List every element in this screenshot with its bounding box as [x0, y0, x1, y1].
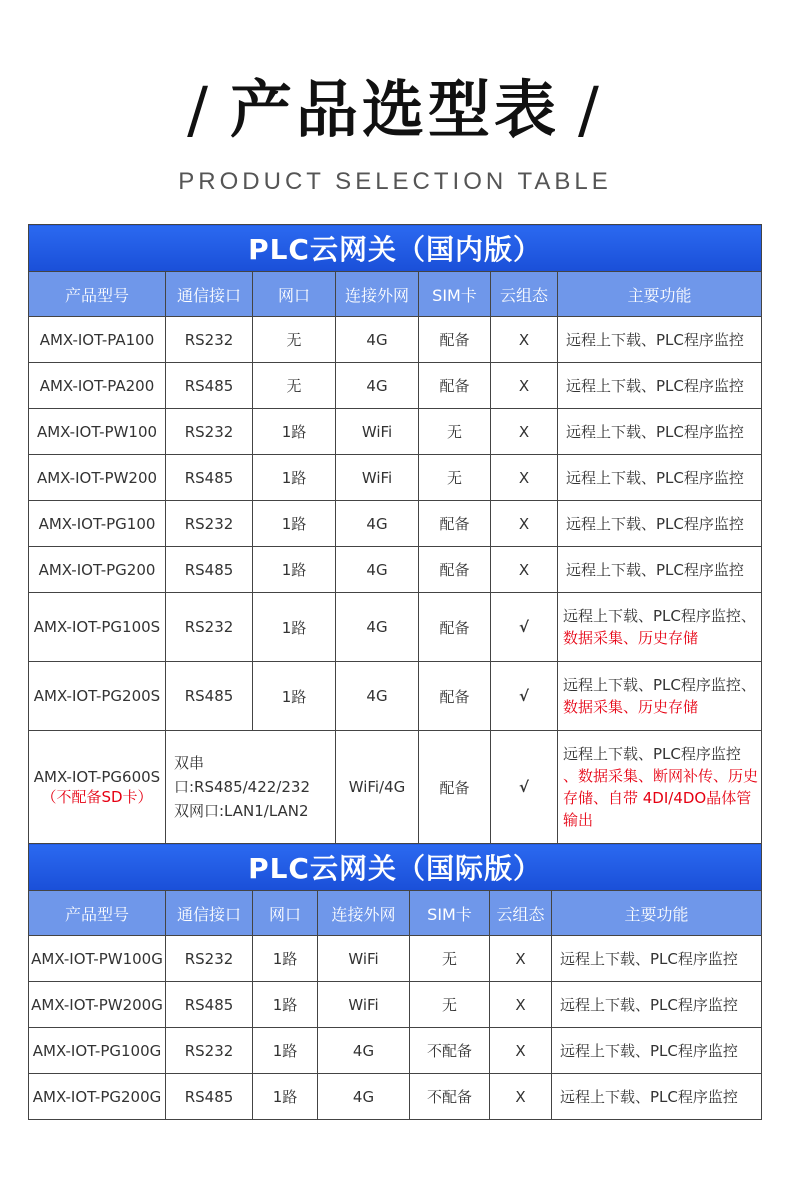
cell-sim: 无 [419, 455, 491, 501]
model-note: （不配备SD卡） [41, 787, 153, 806]
cell-sim: 无 [410, 982, 490, 1028]
cell-port: 1路 [253, 409, 336, 455]
cell-function [558, 731, 762, 844]
col-model: 产品型号 [29, 891, 166, 936]
table-row [29, 936, 762, 982]
col-sim: SIM卡 [419, 272, 491, 317]
cell-function: 远程上下载、PLC程序监控 [558, 363, 762, 409]
cell-model: AMX-IOT-PG100S [29, 593, 166, 662]
cell-sim: 配备 [419, 662, 491, 731]
cell-network: 4G [336, 593, 419, 662]
cell-network: 4G [336, 662, 419, 731]
cell-function: 远程上下载、PLC程序监控 [552, 1074, 762, 1120]
title-slash-left: / [187, 73, 212, 146]
cell-cloud: X [491, 409, 558, 455]
cell-sim: 不配备 [410, 1028, 490, 1074]
cell-sim: 不配备 [410, 1074, 490, 1120]
col-cloud: 云组态 [490, 891, 552, 936]
cell-network: WiFi [318, 936, 410, 982]
cell-sim: 配备 [419, 363, 491, 409]
cell-model: AMX-IOT-PG100G [29, 1028, 166, 1074]
cell-model: AMX-IOT-PW200G [29, 982, 166, 1028]
col-cloud: 云组态 [491, 272, 558, 317]
cell-interface: RS485 [166, 363, 253, 409]
table-row [29, 501, 762, 547]
function-text: 远程上下载、PLC程序监控、 [563, 676, 756, 694]
col-sim: SIM卡 [410, 891, 490, 936]
cell-model: AMX-IOT-PA200 [29, 363, 166, 409]
cell-network: WiFi [336, 455, 419, 501]
cell-network: WiFi/4G [336, 731, 419, 844]
cell-sim: 无 [410, 936, 490, 982]
intl-header-row [29, 891, 762, 936]
cell-port: 1路 [253, 593, 336, 662]
function-highlight: 数据采集、历史存储 [563, 629, 699, 647]
table-row [29, 317, 762, 363]
cell-interface: RS232 [166, 501, 253, 547]
table-row [29, 1074, 762, 1120]
function-text: 远程上下载、PLC程序监控 [563, 745, 741, 763]
function-highlight: 数据采集、历史存储 [563, 698, 699, 716]
col-network: 连接外网 [318, 891, 410, 936]
cell-port: 1路 [253, 501, 336, 547]
cell-interface: RS232 [166, 409, 253, 455]
cell-port: 1路 [253, 662, 336, 731]
cell-model: AMX-IOT-PG200G [29, 1074, 166, 1120]
cell-interface: RS485 [166, 1074, 253, 1120]
domestic-header-row [29, 272, 762, 317]
cell-model [29, 731, 166, 844]
cell-cloud: X [490, 936, 552, 982]
cell-cloud: √ [491, 731, 558, 844]
page-title [0, 70, 790, 150]
col-model: 产品型号 [29, 272, 166, 317]
cell-port: 1路 [253, 547, 336, 593]
cell-port: 1路 [253, 1074, 318, 1120]
cell-interface: RS485 [166, 455, 253, 501]
cell-cloud: X [491, 455, 558, 501]
col-interface: 通信接口 [166, 891, 253, 936]
page-subtitle: PRODUCT SELECTION TABLE [178, 168, 612, 195]
table-row [29, 409, 762, 455]
cell-function: 远程上下载、PLC程序监控 [552, 936, 762, 982]
cell-cloud: √ [491, 593, 558, 662]
cell-model: AMX-IOT-PW100G [29, 936, 166, 982]
cell-cloud: √ [491, 662, 558, 731]
model-name: AMX-IOT-PG600S [33, 767, 161, 786]
table-row [29, 363, 762, 409]
cell-port: 无 [253, 317, 336, 363]
cell-network: WiFi [318, 982, 410, 1028]
cell-port: 无 [253, 363, 336, 409]
table-row [29, 982, 762, 1028]
cell-cloud: X [491, 363, 558, 409]
cell-interface: RS232 [166, 1028, 253, 1074]
cell-function: 远程上下载、PLC程序监控 [558, 501, 762, 547]
cell-function: 远程上下载、PLC程序监控 [558, 455, 762, 501]
cell-interface: RS485 [166, 662, 253, 731]
cell-cloud: X [490, 1074, 552, 1120]
cell-model: AMX-IOT-PA100 [29, 317, 166, 363]
table-row [29, 731, 762, 844]
cell-cloud: X [490, 1028, 552, 1074]
cell-port: 1路 [253, 982, 318, 1028]
table-row [29, 1028, 762, 1074]
cell-interface: RS232 [166, 317, 253, 363]
col-interface: 通信接口 [166, 272, 253, 317]
cell-cloud: X [491, 317, 558, 363]
cell-interface [166, 731, 336, 844]
function-text: 远程上下载、PLC程序监控、 [563, 607, 756, 625]
cell-cloud: X [491, 501, 558, 547]
table-row [29, 593, 762, 662]
cell-interface: RS232 [166, 936, 253, 982]
cell-function: 远程上下载、PLC程序监控 [558, 409, 762, 455]
cell-network: 4G [336, 501, 419, 547]
cell-function: 远程上下载、PLC程序监控 [552, 1028, 762, 1074]
cell-sim: 配备 [419, 547, 491, 593]
cell-function: 远程上下载、PLC程序监控 [558, 317, 762, 363]
cell-model: AMX-IOT-PG200S [29, 662, 166, 731]
cell-interface: RS485 [166, 547, 253, 593]
interface-serial: 双串口:RS485/422/232 [174, 754, 310, 796]
cell-port: 1路 [253, 936, 318, 982]
cell-network: 4G [336, 547, 419, 593]
intl-table [28, 843, 762, 1120]
cell-interface: RS485 [166, 982, 253, 1028]
cell-interface: RS232 [166, 593, 253, 662]
cell-cloud: X [490, 982, 552, 1028]
col-port: 网口 [253, 891, 318, 936]
cell-model: AMX-IOT-PG100 [29, 501, 166, 547]
cell-function: 远程上下载、PLC程序监控 [558, 547, 762, 593]
cell-network: 4G [318, 1074, 410, 1120]
table-row [29, 662, 762, 731]
col-function: 主要功能 [552, 891, 762, 936]
cell-network: WiFi [336, 409, 419, 455]
domestic-banner: PLC云网关（国内版） [29, 225, 762, 272]
intl-banner: PLC云网关（国际版） [29, 844, 762, 891]
title-text: 产品选型表 [229, 73, 560, 146]
cell-network: 4G [336, 363, 419, 409]
cell-cloud: X [491, 547, 558, 593]
cell-function [558, 593, 762, 662]
col-port: 网口 [253, 272, 336, 317]
cell-sim: 配备 [419, 731, 491, 844]
col-function: 主要功能 [558, 272, 762, 317]
cell-model: AMX-IOT-PW200 [29, 455, 166, 501]
cell-network: 4G [318, 1028, 410, 1074]
cell-network: 4G [336, 317, 419, 363]
col-network: 连接外网 [336, 272, 419, 317]
domestic-table [28, 224, 762, 844]
cell-sim: 无 [419, 409, 491, 455]
interface-lan: 双网口:LAN1/LAN2 [174, 802, 309, 820]
table-row [29, 547, 762, 593]
function-highlight: 、数据采集、断网补传、历史存储、自带 4DI/4DO晶体管输出 [563, 767, 759, 829]
cell-function [558, 662, 762, 731]
cell-sim: 配备 [419, 501, 491, 547]
title-slash-right: / [578, 73, 603, 146]
table-row [29, 455, 762, 501]
cell-sim: 配备 [419, 593, 491, 662]
cell-model: AMX-IOT-PG200 [29, 547, 166, 593]
cell-function: 远程上下载、PLC程序监控 [552, 982, 762, 1028]
cell-port: 1路 [253, 455, 336, 501]
cell-sim: 配备 [419, 317, 491, 363]
cell-model: AMX-IOT-PW100 [29, 409, 166, 455]
cell-port: 1路 [253, 1028, 318, 1074]
